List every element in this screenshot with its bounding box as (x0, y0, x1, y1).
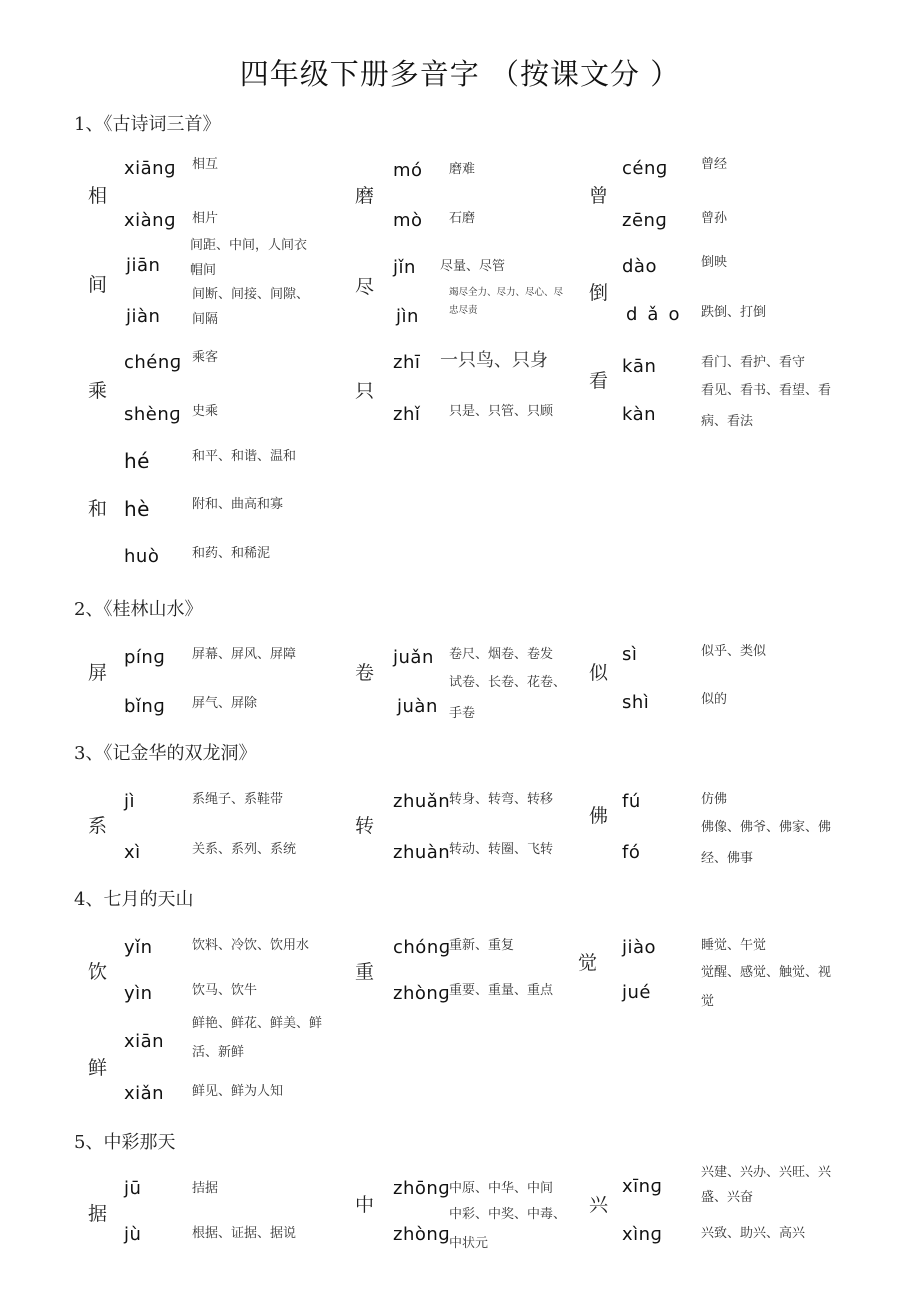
poly-char: 卷 (355, 662, 375, 684)
word-list: 睡觉、午觉 (701, 938, 767, 953)
poly-char: 觉 (578, 952, 598, 974)
word-list: 鲜见、鲜为人知 (192, 1084, 284, 1099)
pinyin: shènɡ (124, 404, 182, 425)
pinyin: huò (124, 546, 160, 567)
word-list: 卷尺、烟卷、卷发 (449, 647, 554, 662)
word-list: 转动、转圈、飞转 (449, 842, 554, 857)
word-list: 仿佛 (701, 792, 728, 807)
pinyin: xiǎn (124, 1083, 165, 1104)
poly-char: 据 (88, 1203, 108, 1225)
section-heading: 5、中彩那天 (74, 1132, 176, 1153)
word-list: 石磨 (449, 211, 476, 226)
word-list: 磨难 (449, 162, 476, 177)
pinyin: jiān (126, 255, 161, 276)
poly-char: 转 (355, 815, 375, 837)
word-list: 似的 (701, 692, 728, 707)
word-list: 试卷、长卷、花卷、手卷 (449, 675, 567, 721)
poly-char: 屏 (88, 662, 108, 684)
word-list: 系绳子、系鞋带 (192, 792, 284, 807)
poly-char: 间 (88, 274, 108, 296)
word-list: 屏幕、屏风、屏障 (192, 647, 297, 662)
pinyin: jué (622, 982, 651, 1003)
word-list: 中彩、中奖、中毒、中状元 (449, 1207, 567, 1251)
word-list: 觉醒、感觉、触觉、视觉 (701, 965, 832, 1009)
poly-char: 兴 (589, 1194, 609, 1216)
poly-char: 中 (355, 1194, 375, 1216)
word-list: 重新、重复 (449, 938, 515, 953)
pinyin: chénɡ (124, 352, 182, 373)
pinyin: kàn (622, 404, 657, 425)
pinyin: zhōnɡ (393, 1178, 451, 1199)
word-list: 佛像、佛爷、佛家、佛经、佛事 (701, 820, 832, 866)
word-list: 史乘 (192, 404, 219, 419)
word-list: 相片 (192, 211, 219, 226)
word-list: 和平、和谐、温和 (192, 449, 297, 464)
word-list: 转身、转弯、转移 (449, 792, 554, 807)
word-list: 拮据 (192, 1181, 219, 1196)
pinyin: dǎo (626, 304, 690, 325)
word-list: 饮料、冷饮、饮用水 (192, 938, 310, 953)
pinyin: cénɡ (622, 158, 668, 179)
word-list: 关系、系列、系统 (192, 842, 297, 857)
pinyin: xìnɡ (622, 1224, 663, 1245)
word-list: 似乎、类似 (701, 644, 767, 659)
pinyin: juàn (397, 696, 438, 717)
word-list: 尽量、尽管 (440, 259, 506, 274)
word-list: 跌倒、打倒 (701, 305, 767, 320)
poly-char: 磨 (355, 185, 375, 207)
word-list: 只是、只管、只顾 (449, 404, 554, 419)
pinyin: xīnɡ (622, 1176, 663, 1197)
poly-char: 重 (355, 961, 375, 983)
pinyin: juǎn (393, 647, 434, 668)
pinyin: shì (622, 692, 650, 713)
pinyin: jù (124, 1224, 142, 1245)
poly-char: 倒 (589, 282, 609, 304)
section-heading: 3、《记金华的双龙洞》 (74, 743, 257, 764)
poly-char: 尽 (355, 276, 375, 298)
pinyin: chónɡ (393, 937, 451, 958)
word-list: 看见、看书、看望、看病、看法 (701, 383, 832, 429)
poly-char: 鲜 (88, 1057, 108, 1079)
pinyin: jìn (396, 306, 419, 327)
word-list: 鲜艳、鲜花、鲜美、鲜活、新鲜 (192, 1016, 323, 1060)
pinyin: hè (124, 497, 150, 521)
word-list: 和药、和稀泥 (192, 546, 271, 561)
poly-char: 只 (355, 380, 375, 402)
poly-char: 相 (88, 185, 108, 207)
poly-char: 和 (88, 498, 108, 520)
poly-char: 似 (589, 662, 609, 684)
word-list: 一只鸟、只身 (440, 350, 548, 371)
pinyin: xiànɡ (124, 210, 177, 231)
pinyin: mó (393, 160, 423, 181)
word-list: 乘客 (192, 350, 219, 365)
poly-char: 系 (88, 815, 108, 837)
word-list: 屏气、屏除 (192, 696, 258, 711)
word-list: 间距、中间，人间衣帽间 (190, 238, 308, 278)
poly-char: 乘 (88, 380, 108, 402)
pinyin: pínɡ (124, 647, 166, 668)
pinyin: zhuàn (393, 842, 451, 863)
pinyin: sì (622, 644, 638, 665)
pinyin: xiānɡ (124, 158, 177, 179)
section-heading: 4、七月的天山 (74, 889, 194, 910)
pinyin: zhònɡ (393, 1224, 451, 1245)
word-list: 倒映 (701, 255, 728, 270)
pinyin: jū (124, 1178, 142, 1199)
pinyin: yìn (124, 983, 153, 1004)
pinyin: zhònɡ (393, 983, 451, 1004)
poly-char: 看 (589, 370, 609, 392)
poly-char: 曾 (589, 185, 609, 207)
pinyin: zēnɡ (622, 210, 668, 231)
pinyin: jiàn (126, 306, 161, 327)
word-list: 看门、看护、看守 (701, 355, 806, 370)
word-list: 饮马、饮牛 (192, 983, 258, 998)
pinyin: zhuǎn (393, 791, 451, 812)
pinyin: bǐnɡ (124, 696, 166, 717)
word-list: 中原、中华、中间 (449, 1181, 554, 1196)
pinyin: zhǐ (393, 404, 421, 425)
word-list: 相互 (192, 157, 219, 172)
pinyin: jiào (622, 937, 657, 958)
pinyin: yǐn (124, 937, 153, 958)
pinyin: dào (622, 256, 657, 277)
word-list: 竭尽全力、尽力、尽心、尽忠尽责 (449, 287, 564, 316)
section-heading: 2、《桂林山水》 (74, 599, 203, 620)
page-title: 四年级下册多音字 （按课文分 ） (239, 57, 681, 91)
pinyin: xiān (124, 1031, 165, 1052)
pinyin: mò (393, 210, 423, 231)
pinyin: fú (622, 791, 641, 812)
word-list: 曾孙 (701, 211, 728, 226)
word-list: 附和、曲高和寡 (192, 497, 284, 512)
word-list: 间断、间接、间隙、间隔 (192, 287, 310, 327)
pinyin: zhī (393, 352, 421, 373)
word-list: 兴建、兴办、兴旺、兴盛、兴奋 (701, 1165, 832, 1205)
word-list: 兴致、助兴、高兴 (701, 1226, 806, 1241)
pinyin: jì (124, 791, 136, 812)
poly-char: 佛 (589, 805, 609, 827)
section-heading: 1、《古诗词三首》 (74, 114, 221, 135)
word-list: 根据、证据、据说 (192, 1226, 297, 1241)
poly-char: 饮 (88, 961, 108, 983)
word-list: 曾经 (701, 157, 728, 172)
word-list: 重要、重量、重点 (449, 983, 554, 998)
pinyin: fó (622, 842, 641, 863)
pinyin: xì (124, 842, 141, 863)
pinyin: jǐn (393, 257, 416, 278)
pinyin: hé (124, 449, 150, 473)
pinyin: kān (622, 356, 657, 377)
